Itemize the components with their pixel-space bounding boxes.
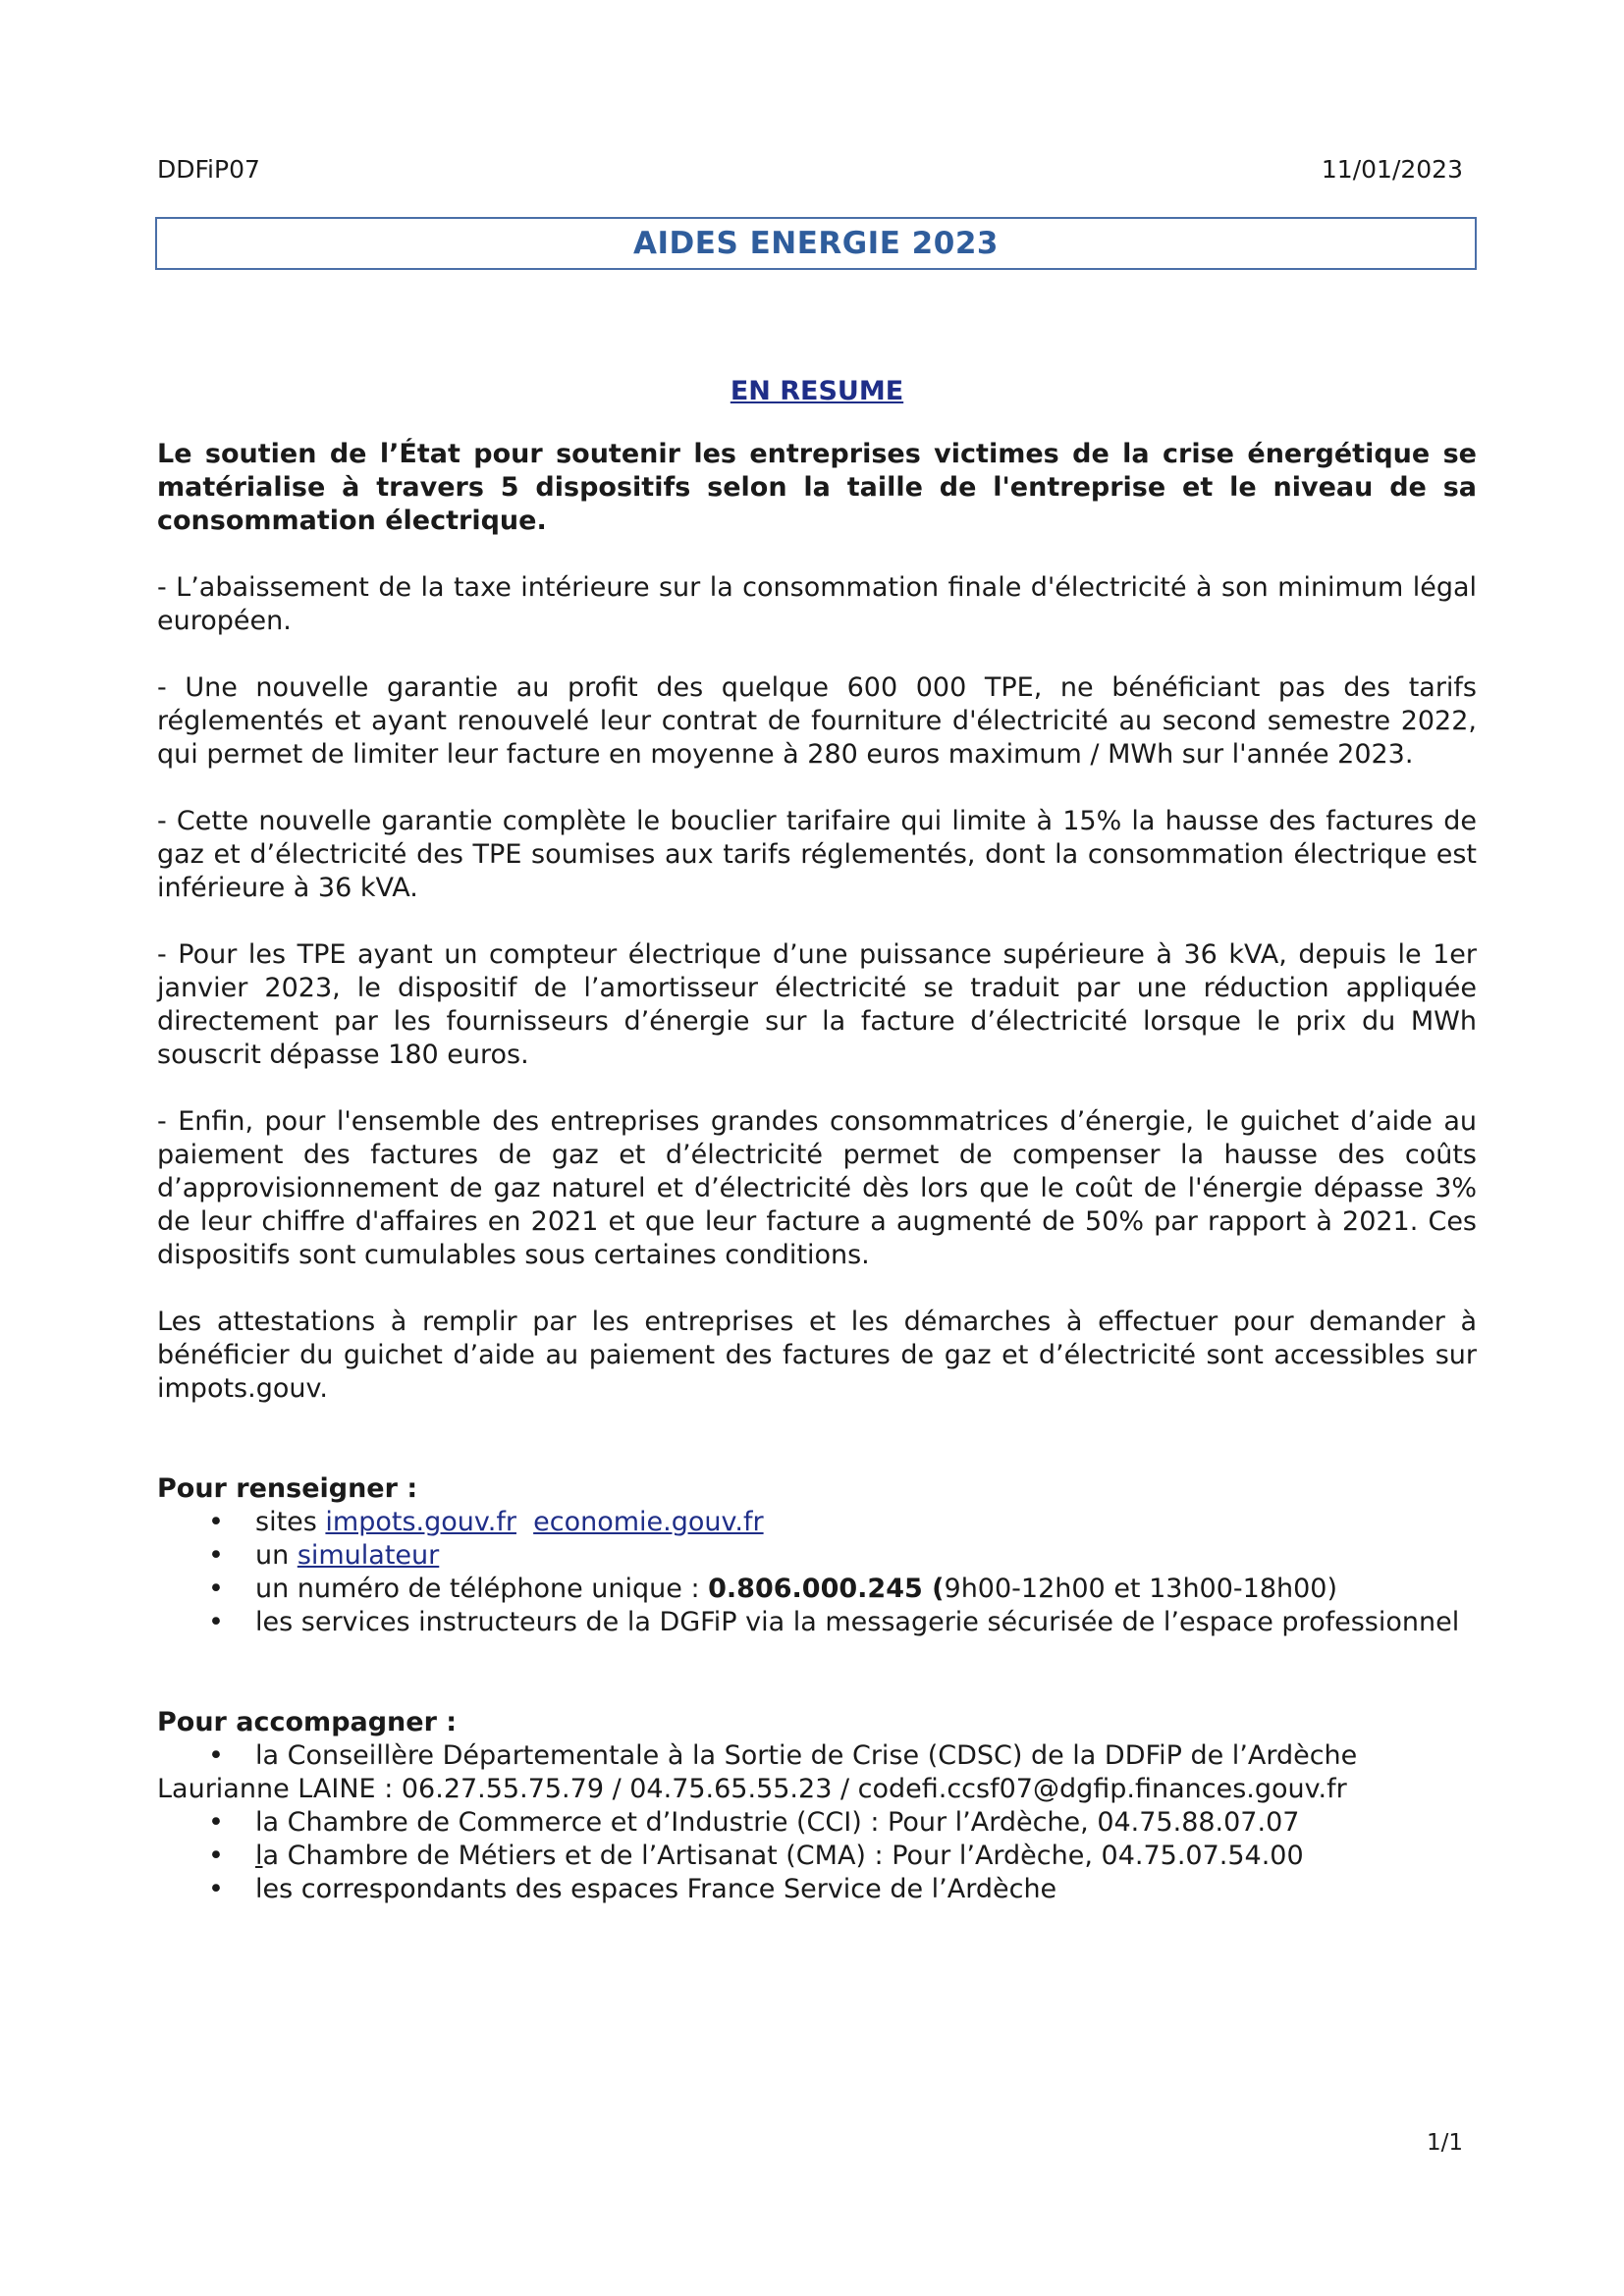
- page-number: 1/1: [1426, 2130, 1463, 2156]
- impots-link[interactable]: impots.gouv.fr: [325, 1507, 516, 1537]
- paragraph-taxe: - L’abaissement de la taxe intérieure sur la consommation finale d'électricité à son minimum légal européen.: [157, 572, 1477, 636]
- paragraph-bouclier: - Cette nouvelle garantie complète le bouclier tarifaire qui limite à 15% la hausse des factures de gaz et d’électricité des TPE soumises aux tarifs réglementés, dont la consommation électrique est inférieure à 36 kVA.: [157, 806, 1477, 903]
- section-subtitle: EN RESUME: [730, 376, 904, 406]
- phone-number: 0.806.000.245 (: [708, 1574, 945, 1604]
- accompagner-heading: Pour accompagner :: [157, 1707, 458, 1737]
- accompagner-list-2: [157, 1806, 1477, 1906]
- header-date: 11/01/2023: [1321, 155, 1463, 184]
- list-item: • les correspondants des espaces France Service de l’Ardèche: [157, 1873, 1477, 1906]
- list-item: • sites impots.gouv.fr economie.gouv.fr: [157, 1506, 1477, 1539]
- list-item: • un numéro de téléphone unique : 0.806.000.245 (9h00-12h00 et 13h00-18h00): [157, 1573, 1477, 1606]
- economie-link[interactable]: economie.gouv.fr: [533, 1507, 764, 1537]
- paragraph-garantie: - Une nouvelle garantie au profit des quelque 600 000 TPE, ne bénéficiant pas des tarifs réglementés et ayant renouvelé leur contrat de fourniture d'électricité au second semestre 2022, qui permet de limiter leur facture en moyenne à 280 euros maximum / MWh sur l'année 2023.: [157, 672, 1477, 770]
- renseigner-list: [157, 1506, 1477, 1639]
- list-item: • la Chambre de Métiers et de l’Artisanat (CMA) : Pour l’Ardèche, 04.75.07.54.00: [157, 1840, 1477, 1873]
- paragraph-attestations: Les attestations à remplir par les entreprises et les démarches à effectuer pour demander à bénéficier du guichet d’aide au paiement des factures de gaz et d’électricité sont accessibles sur impots.gouv.: [157, 1307, 1477, 1404]
- phone-hours: 9h00-12h00 et 13h00-18h00): [944, 1574, 1338, 1604]
- accompagner-list: [157, 1739, 1477, 1773]
- lead-paragraph: Le soutien de l’État pour soutenir les entreprises victimes de la crise énergétique se matérialise à travers 5 dispositifs selon la taille de l'entreprise et le niveau de sa consommation électrique.: [157, 439, 1477, 536]
- document-body: [157, 375, 1477, 1906]
- paragraph-guichet: - Enfin, pour l'ensemble des entreprises grandes consommatrices d’énergie, le guichet d’aide au paiement des factures de gaz et d’électricité permet de compenser la hausse des coûts d’approvisionnement de gaz naturel et d’électricité dès lors que le coût de l'énergie dépasse 3% de leur chiffre d'affaires en 2021 et que leur facture a augmenté de 50% par rapport à 2021. Ces dispositifs sont cumulables sous certaines conditions.: [157, 1106, 1477, 1270]
- cdsc-contact: Laurianne LAINE : 06.27.55.75.79 / 04.75.65.55.23 / codefi.ccsf07@dgfip.finances.gouv.fr: [157, 1774, 1347, 1804]
- paragraph-amortisseur: - Pour les TPE ayant un compteur électrique d’une puissance supérieure à 36 kVA, depuis le 1er janvier 2023, le dispositif de l’amortisseur électricité se traduit par une réduction appliquée directement par les fournisseurs d’énergie sur la facture d’électricité lorsque le prix du MWh souscrit dépasse 180 euros.: [157, 939, 1477, 1070]
- list-item: • un simulateur: [157, 1539, 1477, 1573]
- title-box: [155, 217, 1477, 270]
- list-item: • la Conseillère Départementale à la Sortie de Crise (CDSC) de la DDFiP de l’Ardèche: [157, 1739, 1477, 1773]
- header-org: DDFiP07: [157, 155, 260, 184]
- list-item: • la Chambre de Commerce et d’Industrie (CCI) : Pour l’Ardèche, 04.75.88.07.07: [157, 1806, 1477, 1840]
- document-title: AIDES ENERGIE 2023: [633, 226, 999, 261]
- list-item: • les services instructeurs de la DGFiP via la messagerie sécurisée de l’espace professionnel: [157, 1606, 1477, 1639]
- renseigner-heading: Pour renseigner :: [157, 1473, 418, 1504]
- simulateur-link[interactable]: simulateur: [297, 1540, 440, 1571]
